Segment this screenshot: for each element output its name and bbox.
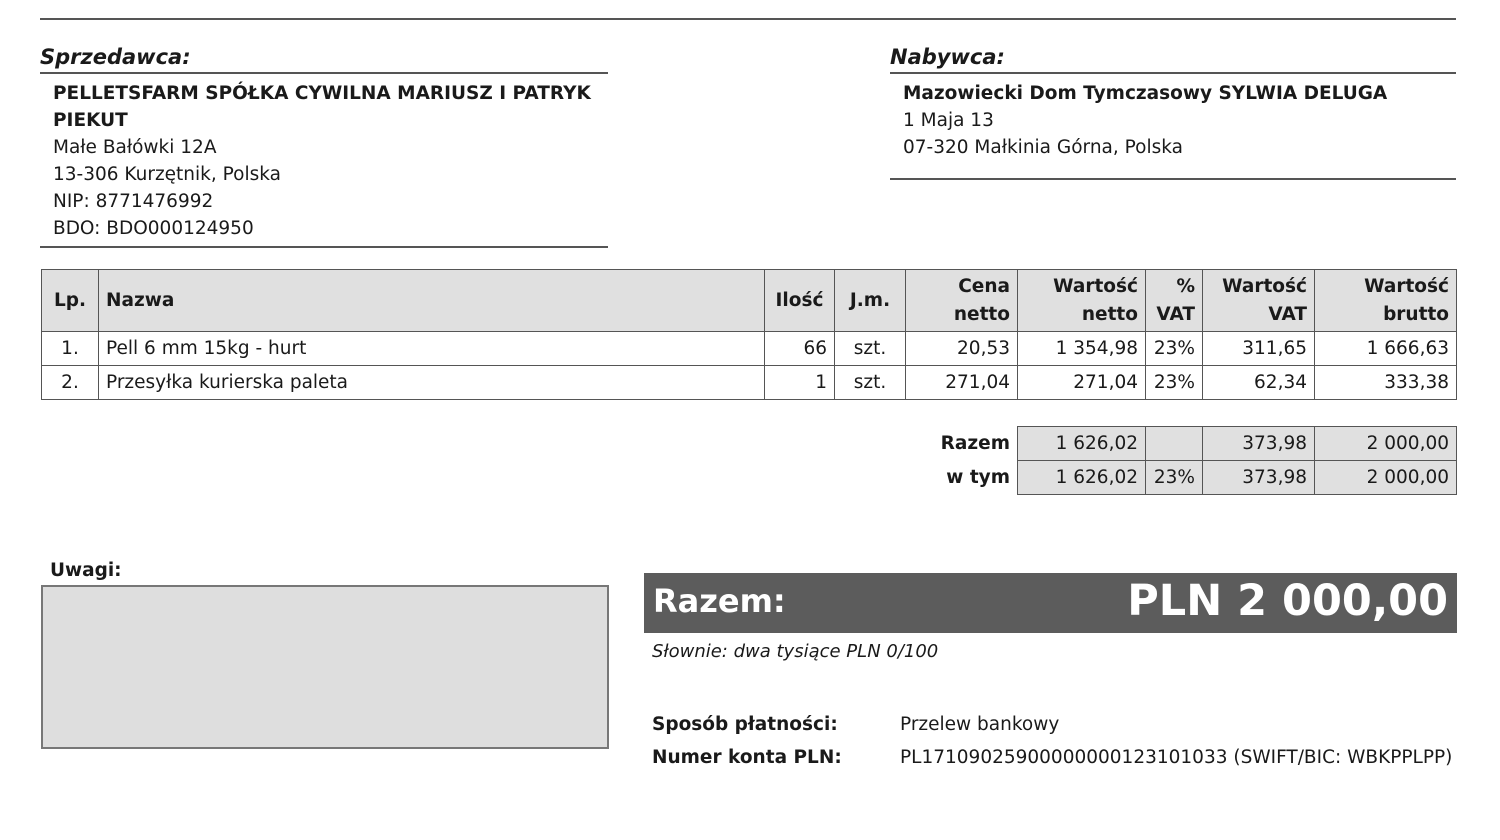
buyer-name: Mazowiecki Dom Tymczasowy SYLWIA DELUGA <box>903 83 1388 104</box>
cell-net-value: 1 354,98 <box>1018 332 1146 366</box>
header-net-price <box>906 270 1018 332</box>
header-net-value <box>1018 270 1146 332</box>
header-net-value-line2: netto <box>1081 303 1138 325</box>
payment-account-label: Numer konta PLN: <box>652 747 842 768</box>
seller-section <box>40 45 608 248</box>
cell-qty: 66 <box>765 332 835 366</box>
cell-vat-value: 311,65 <box>1203 332 1315 366</box>
seller-bdo: BDO: BDO000124950 <box>53 218 254 239</box>
header-net-price-line1: Cena <box>958 275 1010 297</box>
buyer-heading: Nabywca: <box>890 45 1456 74</box>
payment-method-label: Sposób płatności: <box>652 714 838 735</box>
seller-details <box>40 74 608 248</box>
amount-in-words: Słownie: dwa tysiące PLN 0/100 <box>652 641 939 662</box>
totals-including-gross: 2 000,00 <box>1315 461 1457 495</box>
totals-including-net: 1 626,02 <box>1018 461 1146 495</box>
buyer-details <box>890 74 1456 180</box>
cell-name: Przesyłka kurierska paleta <box>99 366 765 400</box>
seller-nip: NIP: 8771476992 <box>53 191 214 212</box>
totals-including-vat-rate: 23% <box>1146 461 1203 495</box>
items-header-row <box>42 270 1457 332</box>
header-name: Nazwa <box>99 270 765 332</box>
totals-including-label: w tym <box>946 467 1010 488</box>
grand-total-bar <box>644 573 1457 633</box>
totals-sum-vat: 373,98 <box>1203 427 1315 461</box>
header-unit: J.m. <box>835 270 906 332</box>
buyer-city: 07-320 Małkinia Górna, Polska <box>903 137 1183 158</box>
cell-net-value: 271,04 <box>1018 366 1146 400</box>
seller-name-line2: PIEKUT <box>53 110 128 131</box>
cell-qty: 1 <box>765 366 835 400</box>
totals-sum-vat-rate <box>1146 427 1203 461</box>
items-table <box>41 269 1457 400</box>
remarks-label: Uwagi: <box>50 560 122 581</box>
header-gross-value <box>1315 270 1457 332</box>
remarks-box <box>41 585 609 749</box>
header-vat-rate <box>1146 270 1203 332</box>
header-net-price-line2: netto <box>953 303 1010 325</box>
cell-net-price: 271,04 <box>906 366 1018 400</box>
cell-lp: 1. <box>42 332 99 366</box>
cell-gross-value: 1 666,63 <box>1315 332 1457 366</box>
totals-table <box>933 426 1457 495</box>
header-gross-value-line2: brutto <box>1383 303 1449 325</box>
table-row <box>42 332 1457 366</box>
totals-sum-label: Razem <box>940 433 1010 454</box>
payment-account-row <box>652 747 1452 768</box>
payment-method-value: Przelew bankowy <box>900 714 1060 735</box>
seller-name-line1: PELLETSFARM SPÓŁKA CYWILNA MARIUSZ I PATRYK <box>53 83 591 104</box>
totals-including-vat: 373,98 <box>1203 461 1315 495</box>
cell-vat-value: 62,34 <box>1203 366 1315 400</box>
payment-method-row <box>652 714 1059 735</box>
cell-gross-value: 333,38 <box>1315 366 1457 400</box>
totals-sum-net: 1 626,02 <box>1018 427 1146 461</box>
header-vat-value-line2: VAT <box>1268 303 1307 325</box>
buyer-street: 1 Maja 13 <box>903 110 994 131</box>
header-gross-value-line1: Wartość <box>1364 275 1449 297</box>
grand-total-label: Razem: <box>653 582 786 620</box>
totals-sum-gross: 2 000,00 <box>1315 427 1457 461</box>
table-row <box>42 366 1457 400</box>
buyer-section <box>890 45 1456 180</box>
cell-unit: szt. <box>835 332 906 366</box>
header-qty: Ilość <box>765 270 835 332</box>
cell-lp: 2. <box>42 366 99 400</box>
header-vat-value <box>1203 270 1315 332</box>
header-vat-rate-line2: VAT <box>1156 303 1195 325</box>
header-net-value-line1: Wartość <box>1053 275 1138 297</box>
cell-vat-rate: 23% <box>1146 332 1203 366</box>
seller-heading: Sprzedawca: <box>40 45 608 74</box>
grand-total-amount: PLN 2 000,00 <box>1127 576 1448 626</box>
cell-vat-rate: 23% <box>1146 366 1203 400</box>
top-divider <box>40 18 1456 20</box>
seller-street: Małe Bałówki 12A <box>53 137 217 158</box>
cell-name: Pell 6 mm 15kg - hurt <box>99 332 765 366</box>
payment-account-value: PL17109025900000000123101033 (SWIFT/BIC: WBKPPLPP) <box>900 747 1453 768</box>
totals-including-row <box>933 461 1457 495</box>
header-vat-rate-line1: % <box>1176 275 1195 297</box>
cell-unit: szt. <box>835 366 906 400</box>
header-lp: Lp. <box>42 270 99 332</box>
cell-net-price: 20,53 <box>906 332 1018 366</box>
seller-city: 13-306 Kurzętnik, Polska <box>53 164 281 185</box>
header-vat-value-line1: Wartość <box>1222 275 1307 297</box>
totals-sum-row <box>933 427 1457 461</box>
